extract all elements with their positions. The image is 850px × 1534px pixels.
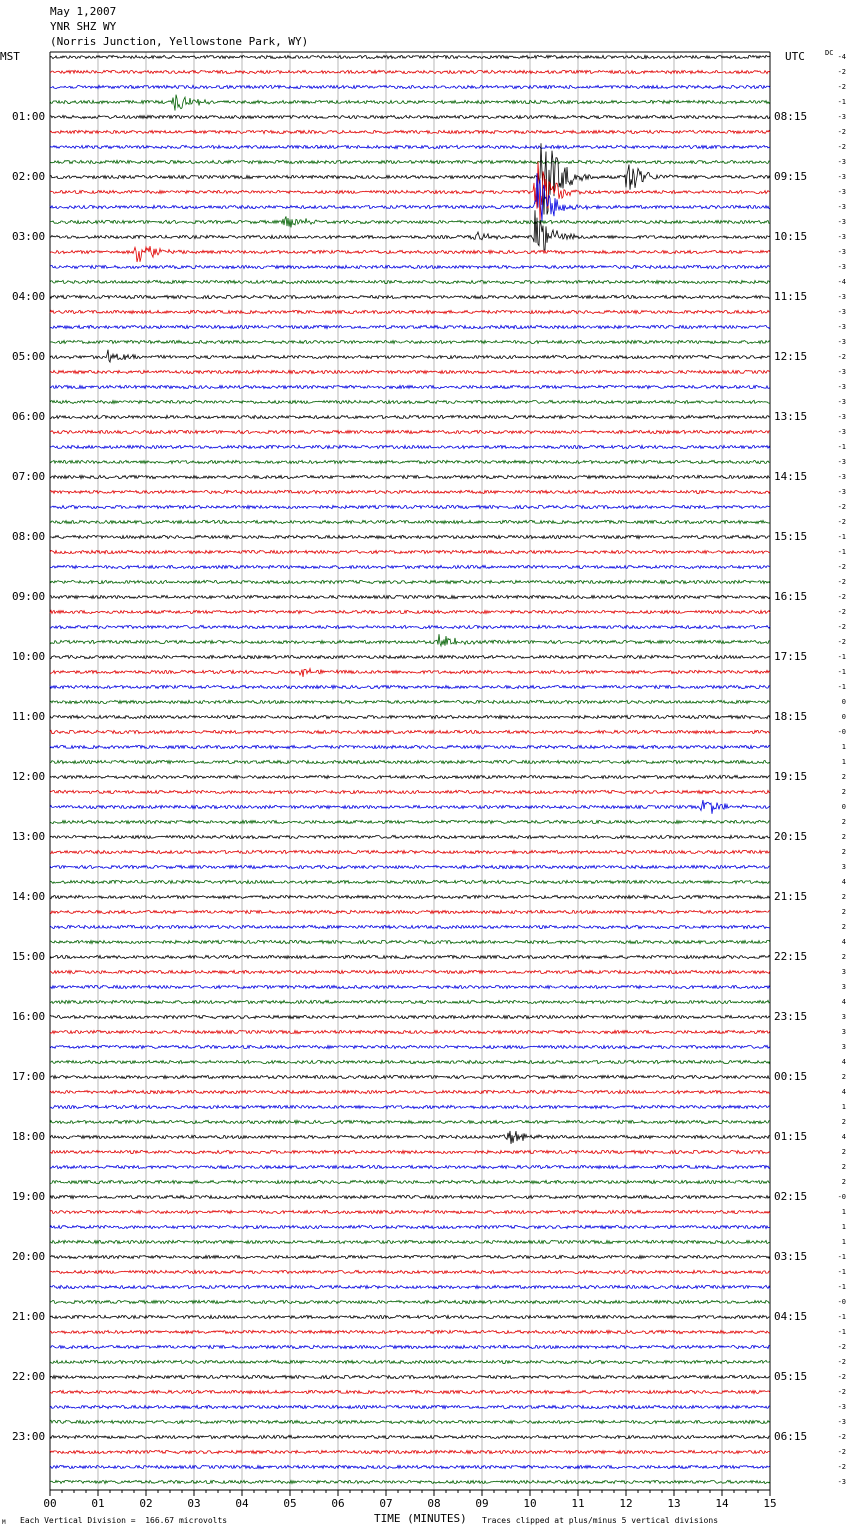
trace-52 [50,835,770,838]
dc-offset-value: -2 [837,563,846,571]
trace-21 [50,370,770,373]
dc-offset-value: -3 [837,248,846,256]
dc-offset-value: -2 [837,1463,846,1471]
dc-offset-value: -2 [837,503,846,511]
trace-61 [50,970,770,973]
right-hour-label: 10:15 [774,230,808,243]
dc-offset-value: -1 [837,1268,846,1276]
dc-offset-value: -2 [837,1373,846,1381]
right-hour-label: 22:15 [774,950,808,963]
trace-54 [50,865,770,868]
trace-8 [50,143,770,214]
dc-offset-value: -2 [837,608,846,616]
trace-2 [50,85,770,88]
trace-89 [50,1390,770,1393]
right-hour-label: 02:15 [774,1190,808,1203]
x-axis-title: TIME (MINUTES) [374,1512,467,1525]
trace-17 [50,310,770,313]
trace-51 [50,820,770,823]
trace-13 [50,246,770,262]
dc-offset-value: -2 [837,1358,846,1366]
x-tick-label: 09 [475,1497,489,1510]
dc-offset-value: -1 [837,443,846,451]
trace-64 [50,1015,770,1018]
trace-39 [50,634,770,646]
left-hour-label: 10:00 [12,650,46,663]
trace-57 [50,910,770,913]
left-hour-label: 01:00 [12,110,46,123]
trace-93 [50,1450,770,1453]
dc-offset-value: -0 [837,1193,846,1201]
dc-offset-value: -3 [837,398,846,406]
right-hour-label: 09:15 [774,170,808,183]
seismic-traces [50,55,770,1483]
left-hour-label: 07:00 [12,470,46,483]
left-hour-label: 03:00 [12,230,46,243]
x-axis-ticks [43,1490,776,1510]
trace-66 [50,1045,770,1048]
right-hour-label: 14:15 [774,470,808,483]
dc-offset-value: -2 [837,83,846,91]
right-hour-label: 23:15 [774,1010,808,1023]
trace-92 [50,1435,770,1438]
trace-43 [50,700,770,703]
left-hour-label: 15:00 [12,950,46,963]
station-location: (Norris Junction, Yellowstone Park, WY) [50,35,309,48]
dc-offset-value: -2 [837,1343,846,1351]
dc-offset-value: 0 [841,803,846,811]
trace-60 [50,955,770,958]
dc-offset-value: -3 [837,308,846,316]
trace-33 [50,550,770,553]
trace-91 [50,1420,770,1423]
right-hour-label: 08:15 [774,110,808,123]
dc-offset-header: DC [825,49,834,57]
x-tick-label: 07 [379,1497,393,1510]
dc-offset-value: -3 [837,413,846,421]
dc-offset-value: 2 [841,818,846,826]
dc-offset-value: -3 [837,473,846,481]
trace-0 [50,55,770,58]
trace-95 [50,1480,770,1483]
trace-11 [50,216,770,227]
trace-78 [50,1225,770,1228]
trace-7 [50,160,770,163]
clip-note: Traces clipped at plus/minus 5 vertical divisions [482,1516,719,1525]
dc-offset-value: -3 [837,383,846,391]
x-tick-label: 05 [283,1497,297,1510]
trace-38 [50,625,770,628]
dc-offset-value: -2 [837,623,846,631]
trace-16 [50,295,770,298]
dc-offset-value: -3 [837,323,846,331]
trace-82 [50,1285,770,1288]
trace-27 [50,460,770,463]
dc-offset-value: -2 [837,353,846,361]
trace-34 [50,565,770,568]
trace-74 [50,1165,770,1168]
dc-offset-value: 1 [841,1103,846,1111]
dc-offset-value: 2 [841,788,846,796]
dc-offset-value: -3 [837,203,846,211]
dc-offset-value: 3 [841,863,846,871]
trace-44 [50,715,770,718]
right-hour-label: 18:15 [774,710,808,723]
trace-88 [50,1375,770,1378]
dc-offset-value: 4 [841,1133,846,1141]
dc-offset-value: -0 [837,1298,846,1306]
left-hour-label: 16:00 [12,1010,46,1023]
dc-offset-value: -3 [837,233,846,241]
trace-94 [50,1465,770,1468]
dc-offset-value: -1 [837,1313,846,1321]
trace-69 [50,1090,770,1093]
dc-offset-value: -2 [837,1388,846,1396]
dc-offset-value: 2 [841,848,846,856]
dc-offset-value: -0 [837,728,846,736]
right-hour-label: 00:15 [774,1070,808,1083]
trace-70 [50,1105,770,1108]
left-hour-label: 08:00 [12,530,46,543]
right-hour-label: 21:15 [774,890,808,903]
trace-53 [50,850,770,853]
x-tick-label: 03 [187,1497,201,1510]
dc-offset-value: 4 [841,998,846,1006]
trace-58 [50,925,770,928]
left-hour-label: 12:00 [12,770,46,783]
dc-offset-value: -1 [837,1283,846,1291]
dc-offset-value: -3 [837,113,846,121]
trace-81 [50,1270,770,1273]
dc-offset-value: -1 [837,533,846,541]
dc-offset-value: -3 [837,1403,846,1411]
right-timezone-label: UTC [785,50,805,63]
dc-offset-value: -2 [837,68,846,76]
dc-offset-value: -1 [837,98,846,106]
trace-49 [50,790,770,793]
x-tick-label: 14 [715,1497,729,1510]
x-tick-label: 02 [139,1497,153,1510]
dc-offset-value: 2 [841,773,846,781]
trace-36 [50,595,770,598]
trace-22 [50,385,770,388]
dc-offset-value: 4 [841,938,846,946]
trace-28 [50,475,770,478]
trace-6 [50,145,770,148]
dc-offset-value: 2 [841,1178,846,1186]
right-hour-label: 11:15 [774,290,808,303]
dc-offset-value: -1 [837,1328,846,1336]
trace-26 [50,445,770,448]
trace-45 [50,730,770,733]
dc-offset-value: 2 [841,953,846,961]
trace-1 [50,70,770,73]
trace-37 [50,610,770,613]
trace-25 [50,430,770,433]
left-hour-label: 20:00 [12,1250,46,1263]
trace-23 [50,400,770,403]
trace-67 [50,1060,770,1063]
x-tick-label: 11 [571,1497,585,1510]
dc-offset-value: 4 [841,878,846,886]
left-hour-label: 06:00 [12,410,46,423]
trace-65 [50,1030,770,1033]
dc-offset-value: -3 [837,1418,846,1426]
right-hour-label: 15:15 [774,530,808,543]
trace-72 [50,1131,770,1144]
x-tick-label: 13 [667,1497,681,1510]
dc-offset-value: -2 [837,128,846,136]
trace-4 [50,115,770,118]
right-hour-label: 20:15 [774,830,808,843]
trace-15 [50,280,770,283]
right-hour-label: 19:15 [774,770,808,783]
dc-offset-value: 1 [841,743,846,751]
right-hour-label: 06:15 [774,1430,808,1443]
trace-59 [50,940,770,943]
dc-offset-value: 2 [841,923,846,931]
trace-14 [50,265,770,268]
dc-offset-value: 2 [841,908,846,916]
trace-46 [50,745,770,748]
trace-18 [50,325,770,328]
right-hour-label: 12:15 [774,350,808,363]
trace-32 [50,535,770,538]
dc-offset-value: -2 [837,1448,846,1456]
dc-offset-value: -3 [837,1478,846,1486]
trace-90 [50,1405,770,1408]
trace-40 [50,655,770,658]
left-hour-label: 22:00 [12,1370,46,1383]
dc-offset-value: -3 [837,488,846,496]
left-hour-label: 05:00 [12,350,46,363]
dc-offset-value: 2 [841,1118,846,1126]
right-hour-label: 05:15 [774,1370,808,1383]
trace-5 [50,130,770,133]
dc-offset-value: -1 [837,683,846,691]
dc-offset-value: -2 [837,518,846,526]
trace-56 [50,895,770,898]
x-tick-label: 01 [91,1497,105,1510]
dc-offset-value: -1 [837,668,846,676]
dc-offset-value: -4 [837,53,846,61]
right-hour-label: 01:15 [774,1130,808,1143]
trace-47 [50,760,770,763]
dc-offset-value: 1 [841,758,846,766]
dc-offset-value: -3 [837,263,846,271]
dc-offset-value: -1 [837,1253,846,1261]
dc-offset-value: 3 [841,1028,846,1036]
x-tick-label: 08 [427,1497,441,1510]
dc-offset-value: 0 [841,698,846,706]
x-tick-label: 15 [763,1497,777,1510]
left-hour-label: 21:00 [12,1310,46,1323]
trace-71 [50,1120,770,1123]
trace-3 [50,95,770,111]
chart-date: May 1,2007 [50,5,117,18]
right-hour-label: 04:15 [774,1310,808,1323]
trace-77 [50,1210,770,1213]
dc-offset-value: -3 [837,188,846,196]
dc-offset-value: -3 [837,428,846,436]
dc-offset-value: -2 [837,638,846,646]
right-hour-label: 03:15 [774,1250,808,1263]
trace-55 [50,880,770,883]
dc-offset-value: 2 [841,1163,846,1171]
left-hour-label: 19:00 [12,1190,46,1203]
dc-offset-value: -3 [837,293,846,301]
dc-offset-value: -3 [837,338,846,346]
left-hour-label: 11:00 [12,710,46,723]
dc-offset-value: 2 [841,1073,846,1081]
trace-76 [50,1195,770,1198]
trace-84 [50,1315,770,1318]
left-hour-label: 14:00 [12,890,46,903]
dc-offset-value: 4 [841,1088,846,1096]
x-tick-label: 12 [619,1497,633,1510]
dc-offset-value: 3 [841,1043,846,1051]
trace-10 [50,173,770,221]
right-hour-label: 17:15 [774,650,808,663]
trace-80 [50,1255,770,1258]
trace-63 [50,1000,770,1003]
dc-offset-value: 1 [841,1238,846,1246]
dc-offset-value: -3 [837,368,846,376]
trace-79 [50,1240,770,1243]
dc-offset-value: -4 [837,278,846,286]
trace-86 [50,1345,770,1348]
dc-offset-value: 4 [841,1058,846,1066]
dc-offset-value: -2 [837,578,846,586]
trace-19 [50,340,770,343]
dc-offset-value: -2 [837,593,846,601]
trace-85 [50,1330,770,1333]
right-hour-label: 16:15 [774,590,808,603]
scale-note: Each Vertical Division = 166.67 microvolts [20,1516,228,1525]
dc-offset-value: -3 [837,218,846,226]
left-hour-label: 13:00 [12,830,46,843]
left-hour-label: 23:00 [12,1430,46,1443]
trace-41 [50,669,770,677]
trace-42 [50,685,770,688]
dc-offset-value: -3 [837,173,846,181]
trace-73 [50,1150,770,1153]
dc-offset-value: 0 [841,713,846,721]
trace-24 [50,415,770,418]
dc-offset-value: -3 [837,458,846,466]
trace-68 [50,1075,770,1078]
corner-mark: M [2,1519,6,1526]
trace-9 [50,162,770,221]
dc-offset-value: 2 [841,1148,846,1156]
left-timezone-label: MST [0,50,20,63]
dc-offset-value: -1 [837,548,846,556]
trace-12 [50,210,770,250]
dc-offset-value: -3 [837,158,846,166]
dc-offset-value: -2 [837,1433,846,1441]
trace-20 [50,350,770,362]
dc-offset-value: 2 [841,893,846,901]
x-tick-label: 06 [331,1497,345,1510]
x-tick-label: 00 [43,1497,57,1510]
trace-48 [50,775,770,778]
x-tick-label: 10 [523,1497,537,1510]
trace-75 [50,1180,770,1183]
trace-87 [50,1360,770,1363]
dc-offset-value: -1 [837,653,846,661]
trace-35 [50,580,770,583]
right-hour-label: 13:15 [774,410,808,423]
left-hour-label: 18:00 [12,1130,46,1143]
trace-31 [50,520,770,523]
dc-offset-value: 2 [841,833,846,841]
dc-offset-value: 3 [841,968,846,976]
left-hour-label: 09:00 [12,590,46,603]
dc-offset-value: -2 [837,143,846,151]
dc-offset-value: 1 [841,1208,846,1216]
trace-83 [50,1300,770,1303]
dc-offset-value: 3 [841,983,846,991]
trace-50 [50,800,770,814]
dc-offset-value: 3 [841,1013,846,1021]
left-hour-label: 17:00 [12,1070,46,1083]
left-hour-label: 04:00 [12,290,46,303]
trace-29 [50,490,770,493]
x-tick-label: 04 [235,1497,249,1510]
trace-30 [50,505,770,508]
left-hour-label: 02:00 [12,170,46,183]
dc-offset-value: 1 [841,1223,846,1231]
trace-62 [50,985,770,988]
station-code: YNR SHZ WY [50,20,117,33]
